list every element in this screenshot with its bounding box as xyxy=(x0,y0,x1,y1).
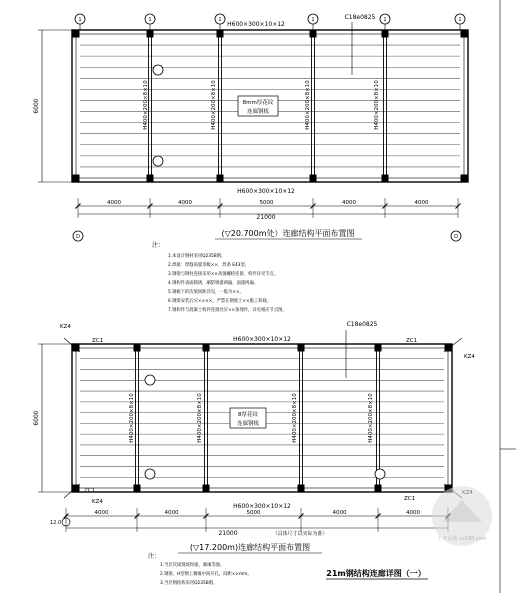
upper-bay-dim-3: 5000 xyxy=(259,200,274,206)
upper-column-bottom-1 xyxy=(73,175,80,182)
lower-left-mark: 12.0 xyxy=(50,520,62,526)
lower-dimension-chain xyxy=(64,508,451,532)
upper-bay-dim-5: 4000 xyxy=(414,200,429,206)
lower-beam-label-1: H400×200×8×10 xyxy=(129,393,135,443)
upper-column-top-1 xyxy=(73,31,80,38)
svg-text:土木在线 co188.com: 土木在线 co188.com xyxy=(437,536,487,542)
lower-note-3: 3.当层钢结构采用Q235B钢。 xyxy=(160,581,218,586)
upper-notes-heading: 注： xyxy=(152,242,165,249)
lower-total-dim: 21000 xyxy=(218,530,238,537)
upper-span-label: 6000 xyxy=(33,98,40,114)
upper-plan xyxy=(33,14,468,241)
lower-column-top-2 xyxy=(134,345,141,352)
lower-beam-label-2: H400×200×8×10 xyxy=(197,393,203,443)
lower-beam-label-3: H400×200×8×10 xyxy=(292,393,298,443)
upper-note-1: 1.本设计钢材采用Q235B钢。 xyxy=(168,254,226,259)
upper-grid-label-2: 1 xyxy=(148,17,152,23)
upper-column-bottom-6 xyxy=(461,175,468,182)
upper-bay-dim-1: 4000 xyxy=(107,200,121,206)
lower-bay-dim-4: 4000 xyxy=(332,510,347,516)
lower-bottom-beam-label: H600×300×10×12 xyxy=(233,503,291,510)
upper-grid-label-5: 1 xyxy=(383,17,387,23)
lower-notes xyxy=(148,552,252,586)
lower-bay-dim-1: 4000 xyxy=(94,510,109,516)
upper-column-bottom-4 xyxy=(310,175,317,182)
lower-top-beam-label: H600×300×10×12 xyxy=(233,336,291,343)
upper-note-2: 2.焊接：焊缝质量等级××，焊条 E43型。 xyxy=(168,263,250,268)
upper-beam-label-2: H400×200×8×10 xyxy=(211,80,217,130)
lower-column-bottom-3 xyxy=(203,485,210,492)
upper-column-bottom-2 xyxy=(147,175,154,182)
lower-bay-dim-3: 5000 xyxy=(246,510,261,516)
upper-grid-end-right-label: D xyxy=(454,234,458,240)
lower-col-label-tr: KZ4 xyxy=(464,354,475,360)
lower-column-bottom-5 xyxy=(375,485,382,492)
upper-section-marker-1 xyxy=(153,65,163,75)
upper-grid-bubbles xyxy=(75,14,465,166)
lower-column-top-4 xyxy=(298,345,305,352)
upper-column-top-5 xyxy=(382,31,389,38)
upper-note-6: 6.钢梁安装后应××××，严禁在钢梁上××施工荷载。 xyxy=(168,299,272,304)
upper-slab-label-1: 8mm厚花纹 xyxy=(242,100,274,106)
lower-column-bottom-2 xyxy=(134,485,141,492)
upper-grid-label-6: 1 xyxy=(458,17,462,23)
lower-plan xyxy=(33,321,475,553)
lower-total-note: （具体尺寸以实际为准） xyxy=(272,531,328,537)
lower-column-top-3 xyxy=(203,345,210,352)
lower-column-top-5 xyxy=(375,345,382,352)
watermark xyxy=(432,486,492,546)
upper-bay-dim-2: 4000 xyxy=(178,200,192,206)
upper-note-4: 4.钢构件表面除锈，刷防锈漆两遍，面漆两遍。 xyxy=(168,281,259,286)
lower-note-2: 2.钢梁、H型钢上翼缘中间开孔，间距××mm。 xyxy=(160,572,252,577)
upper-note-3: 3.钢梁与钢柱连接采用××高强螺栓连接，构件详见节点。 xyxy=(168,272,279,277)
lower-zc-label-bl: ZC1 xyxy=(84,488,96,494)
lower-beam-label-4: H400×200×8×10 xyxy=(368,393,374,443)
upper-top-beam-label: H600×300×10×12 xyxy=(227,21,285,28)
upper-beam-label-4: H400×200×8×10 xyxy=(374,80,380,130)
upper-column-top-6 xyxy=(461,31,468,38)
lower-section-marker-1 xyxy=(145,375,155,385)
upper-notes xyxy=(152,241,287,313)
lower-section-marker-2 xyxy=(145,469,155,479)
upper-bottom-beam-label: H600×300×10×12 xyxy=(237,188,295,195)
lower-zc-label-tl: ZC1 xyxy=(92,338,104,344)
upper-grid-end-left-label: D xyxy=(76,234,80,240)
lower-note-1: 1.当层次梁现场焊接，翼缘等强。 xyxy=(160,563,225,568)
lower-caption: (▽17.200m)连廊结构平面布置图 xyxy=(189,543,311,552)
lower-span-label: 6000 xyxy=(33,410,40,426)
upper-grid-label-4: 1 xyxy=(311,17,315,23)
upper-bay-dim-4: 4000 xyxy=(342,200,356,206)
upper-beam-label-3: H400×200×8×10 xyxy=(305,80,311,130)
upper-total-dim: 21000 xyxy=(256,214,276,221)
upper-grid-label-1: 1 xyxy=(78,17,82,23)
upper-beam-label-1: H400×200×8×10 xyxy=(143,80,149,130)
upper-column-top-2 xyxy=(147,31,154,38)
lower-slab-label-1: 8厚花纹 xyxy=(238,412,258,418)
upper-column-bottom-5 xyxy=(382,175,389,182)
upper-caption: (▽20.700m处）连廊结构平面布置图 xyxy=(221,229,355,238)
lower-column-bottom-4 xyxy=(298,485,305,492)
lower-zc-label-tr: ZC1 xyxy=(406,338,418,344)
upper-column-bottom-3 xyxy=(217,175,224,182)
upper-note-5: 5.钢板下的次梁间距详见，一般为××。 xyxy=(168,290,244,295)
upper-brace-label: C18e0825 xyxy=(344,14,376,21)
lower-col-label-tl: KZ4 xyxy=(60,324,71,330)
lower-section-marker-3 xyxy=(375,469,385,479)
upper-grid-label-3: 1 xyxy=(218,17,222,23)
upper-note-7: 7.钢构件与混凝土构件连接处应××预埋件，详见相应节点图。 xyxy=(168,308,287,313)
lower-col-label-bl: KZ4 xyxy=(92,499,103,505)
lower-bay-dim-2: 4000 xyxy=(164,510,179,516)
sheet-title: 21m钢结构连廊详图（一） xyxy=(326,569,426,578)
lower-notes-heading: 注： xyxy=(148,553,161,560)
lower-brace-label: C18e0825 xyxy=(346,321,378,328)
upper-column-top-4 xyxy=(310,31,317,38)
upper-slab-label-2: 连廊钢板 xyxy=(246,109,270,115)
upper-column-top-3 xyxy=(217,31,224,38)
lower-slab-label-2: 连廊钢板 xyxy=(236,421,260,427)
lower-zc-label-br: ZC1 xyxy=(404,496,416,502)
upper-section-marker-2 xyxy=(153,156,163,166)
lower-bay-dim-5: 4000 xyxy=(406,510,420,516)
